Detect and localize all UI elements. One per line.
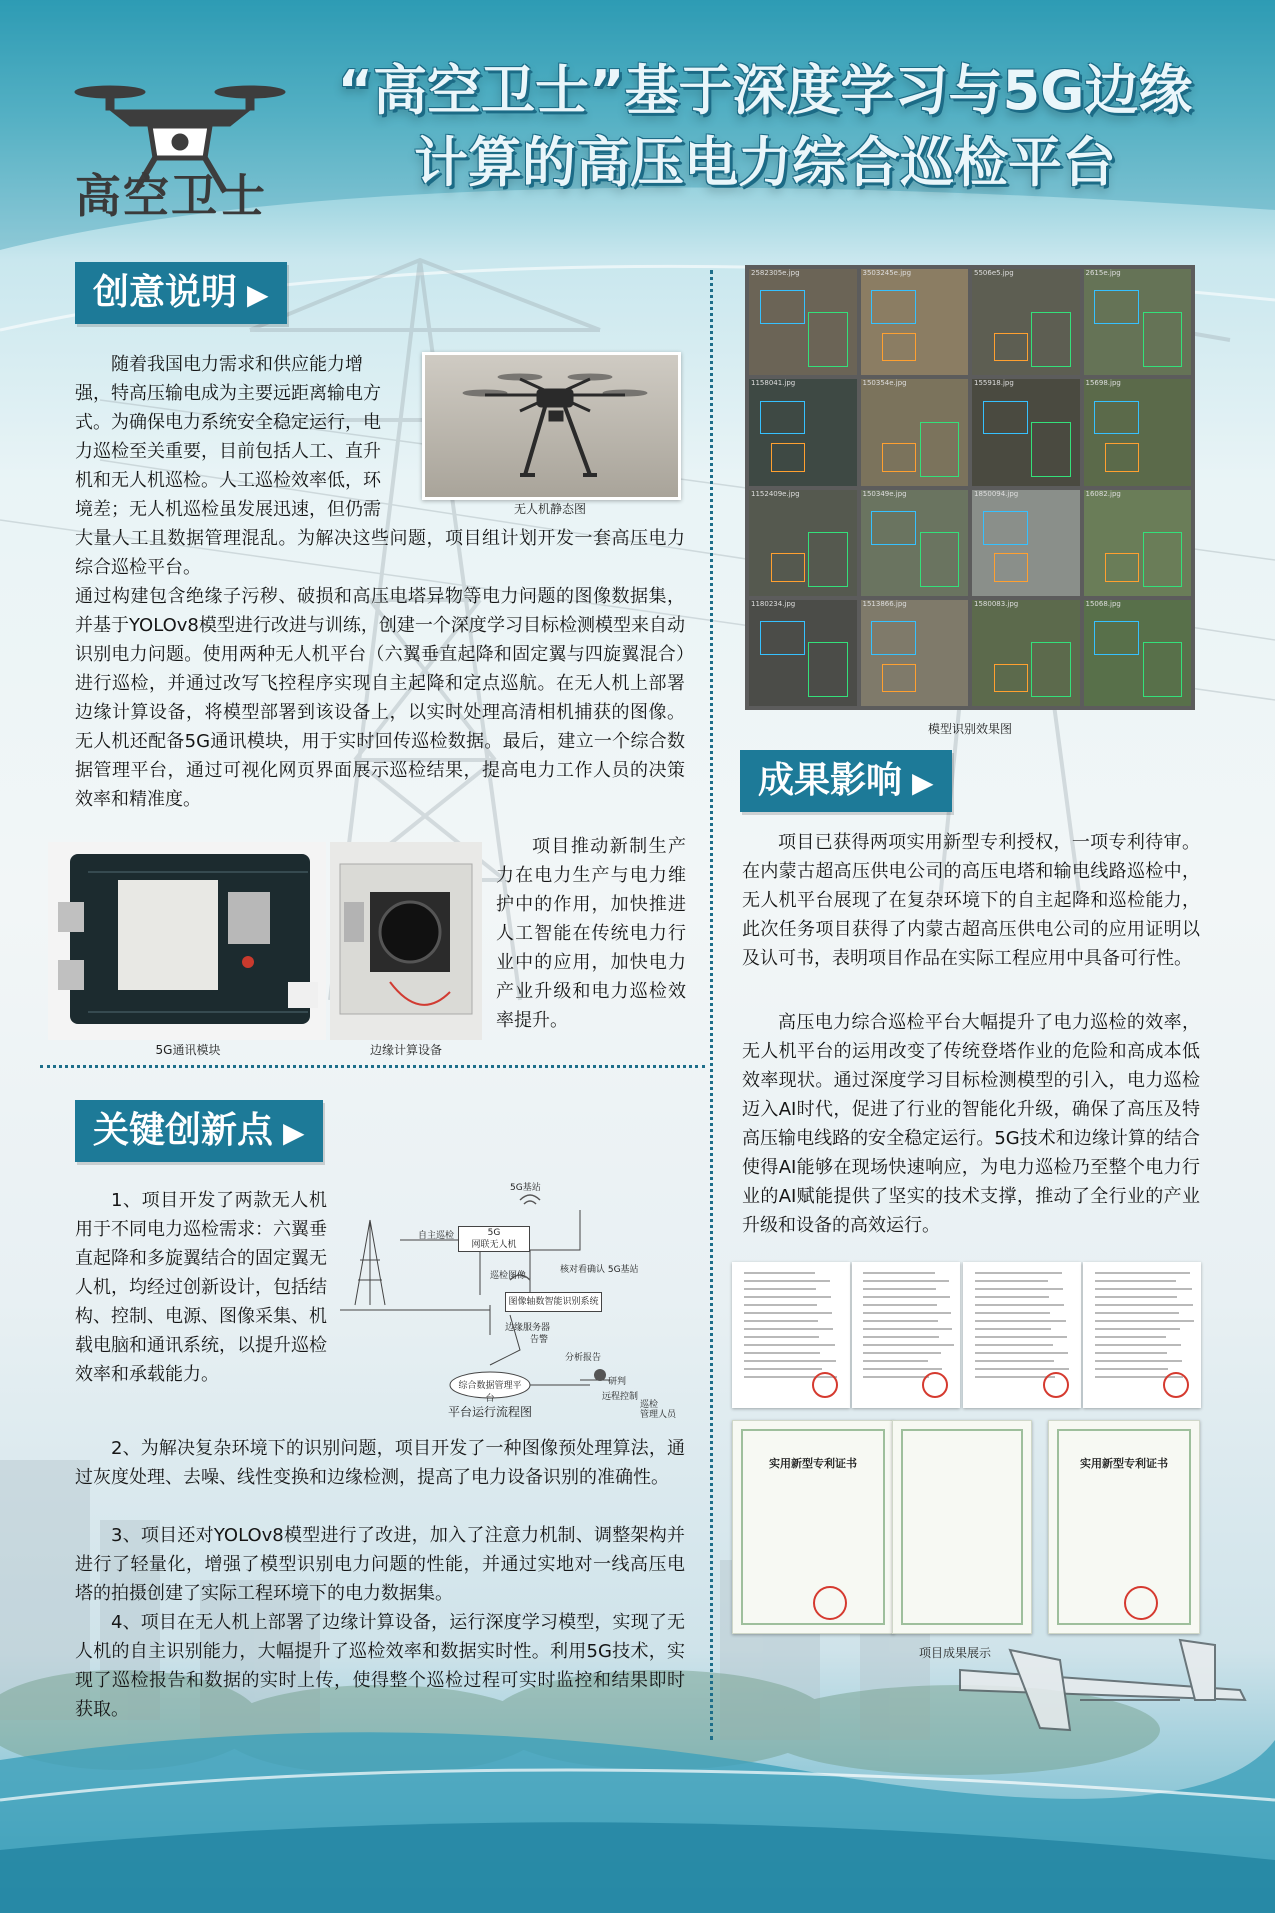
section-heading-innovation: 关键创新点 ▶ <box>75 1100 323 1162</box>
document-text-line <box>1095 1272 1191 1274</box>
document-text-line <box>863 1304 938 1306</box>
detection-cell <box>1084 269 1192 375</box>
detection-cell <box>749 600 857 706</box>
5g-module-photo <box>48 842 326 1040</box>
document-text-line <box>863 1328 953 1330</box>
detection-box <box>760 401 805 435</box>
document-text-line <box>744 1272 815 1274</box>
detection-box <box>1143 312 1183 367</box>
flow-label-staff: 巡检 管理人员 <box>640 1400 677 1420</box>
detection-box <box>983 401 1028 435</box>
detection-cell-filename: 15068.jpg <box>1085 599 1121 608</box>
document-text-line <box>975 1328 1052 1330</box>
section-heading-results: 成果影响 ▶ <box>740 750 952 812</box>
document-text-line <box>744 1368 822 1370</box>
drone-photo-caption: 无人机静态图 <box>513 502 586 516</box>
title-line-1: “高空卫士”基于深度学习与5G边缘 <box>337 59 1193 122</box>
flow-label-auto: 自主巡检 <box>418 1231 455 1241</box>
flow-label-platform: 综合数据管理平台 <box>458 1381 522 1404</box>
document-text-line <box>1095 1344 1181 1346</box>
document-text-line <box>863 1376 929 1378</box>
flow-label-report: 分析报告 <box>565 1353 602 1363</box>
detection-cell-filename: 155918.jpg <box>974 379 1014 388</box>
document-text-line <box>1095 1320 1194 1322</box>
document-text-line <box>975 1344 1053 1346</box>
document-text-line <box>863 1360 928 1362</box>
detection-cell <box>861 269 969 375</box>
certificate-border <box>901 1429 1023 1625</box>
document-text-line <box>863 1320 939 1322</box>
document-text-line <box>863 1288 936 1290</box>
document-text-line <box>975 1376 1055 1378</box>
flow-label-base: 5G基站 <box>510 1183 541 1193</box>
detection-cell <box>1084 600 1192 706</box>
document-text-line <box>863 1344 954 1346</box>
results-paragraph-1: 项目已获得两项实用新型专利授权，一项专利待审。在内蒙古超高压供电公司的高压电塔和输电线路巡检中，无人机平台展现了在复杂环境下的自主起降和巡检能力，此次任务项目获得了内蒙古超高压供电公司的应用证明以及认可书，表明项目作品在实际工程应用中具备可行性。 <box>742 832 1200 969</box>
edge-computer-icon <box>330 842 482 1040</box>
flow-label-alarm: 告警 <box>530 1335 549 1345</box>
idea-line: 境差；无人机巡检虽发展迅速，但仍需 <box>75 499 381 520</box>
idea-line: 机和无人机巡检。人工巡检效率低，环 <box>75 470 381 491</box>
document-text-line <box>975 1368 1069 1370</box>
detection-cell-filename: 150349e.jpg <box>862 489 907 498</box>
detection-box <box>1105 553 1139 582</box>
detection-box <box>760 621 805 655</box>
document-text-line <box>975 1288 1064 1290</box>
document-text-line <box>975 1272 1062 1274</box>
detection-cell <box>1084 379 1192 485</box>
certificate-title: 实用新型专利证书 <box>1080 1457 1168 1470</box>
detection-cell-filename: 1513866.jpg <box>862 599 907 608</box>
red-seal-icon <box>1124 1586 1158 1620</box>
detection-cell <box>972 490 1080 596</box>
detection-box <box>1094 621 1139 655</box>
flowchart-caption: 平台运行流程图 <box>447 1405 532 1419</box>
detection-cell-filename: 150354e.jpg <box>862 379 907 388</box>
document-text-line <box>744 1288 816 1290</box>
document-text-line <box>975 1352 1068 1354</box>
document-text-line <box>1095 1312 1179 1314</box>
document-text-line <box>744 1336 820 1338</box>
detection-box <box>760 290 805 324</box>
detection-box <box>994 553 1028 582</box>
document-text-line <box>744 1344 835 1346</box>
patent-certificate-2 <box>892 1420 1032 1634</box>
document-text-line <box>863 1280 949 1282</box>
detection-cell-filename: 2615e.jpg <box>1085 269 1121 277</box>
detection-box <box>771 443 805 472</box>
detection-cell <box>972 600 1080 706</box>
document-text-line <box>744 1328 834 1330</box>
detection-cell-filename: 3503245e.jpg <box>862 269 912 277</box>
detection-box <box>871 621 916 655</box>
document-text-line <box>1095 1352 1167 1354</box>
vertical-divider <box>710 270 713 1740</box>
idea-line: 力巡检至关重要，目前包括人工、直升 <box>75 441 381 462</box>
edge-device-caption: 边缘计算设备 <box>369 1043 442 1057</box>
document-text-line <box>975 1280 1048 1282</box>
detection-cell-filename: 1580083.jpg <box>974 599 1019 608</box>
detection-cell-filename: 16082.jpg <box>1085 489 1121 498</box>
detection-cell <box>749 269 857 375</box>
showcase-caption: 项目成果展示 <box>918 1646 991 1660</box>
detection-box <box>871 511 916 545</box>
detection-box <box>1143 642 1183 697</box>
5g-module-caption: 5G通讯模块 <box>155 1043 221 1057</box>
detection-cell <box>749 379 857 485</box>
flow-box-system: 图像轴数智能识别系统 <box>505 1292 602 1312</box>
patent-certificate-1 <box>732 1420 894 1634</box>
detection-box <box>1031 422 1071 477</box>
certificate-document <box>732 1262 850 1408</box>
detection-box <box>920 532 960 587</box>
detection-cell <box>972 269 1080 375</box>
triangle-right-icon: ▶ <box>283 1116 305 1149</box>
detection-cell <box>861 490 969 596</box>
detection-cell <box>861 600 969 706</box>
detection-box <box>994 664 1028 693</box>
document-text-line <box>744 1360 836 1362</box>
red-seal-icon <box>812 1372 838 1398</box>
idea-line: 随着我国电力需求和供应能力增 <box>111 354 363 375</box>
document-text-line <box>1095 1368 1168 1370</box>
results-paragraph-2: 高压电力综合巡检平台大幅提升了电力巡检的效率，无人机平台的运用改变了传统登塔作业的危险和高成本低效率现状。通过深度学习目标检测模型的引入，电力巡检迈入AI时代，促进了行业的智能化升级，确保了高压及特高压输电线路的安全稳定运行。5G技术和边缘计算的结合使得AI能够在现场快速响应，为电力巡检乃至整个电力行业的AI赋能提供了坚实的技术支撑，推动了全行业的产业升级和设备的高效运行。 <box>742 1012 1200 1236</box>
red-seal-icon <box>1163 1372 1189 1398</box>
detection-cell <box>749 490 857 596</box>
document-text-line <box>1095 1328 1180 1330</box>
document-text-line <box>863 1296 950 1298</box>
detection-box <box>1031 312 1071 367</box>
document-text-line <box>744 1320 818 1322</box>
document-text-line <box>863 1272 935 1274</box>
flow-label-img: 巡检图像 <box>490 1271 527 1281</box>
hexacopter-drone-icon <box>425 355 678 497</box>
certificate-document <box>852 1262 960 1408</box>
document-text-line <box>863 1336 940 1338</box>
detection-box <box>882 443 916 472</box>
document-text-line <box>1095 1296 1178 1298</box>
flow-label-study: 研判 <box>608 1377 627 1387</box>
innovation-point-1: 1、项目开发了两款无人机用于不同电力巡检需求：六翼垂直起降和多旋翼结合的固定翼无人机，均经过创新设计，包括结构、控制、电源、图像采集、机载电脑和通讯系统，以提升巡检效率和承载能力。 <box>75 1190 327 1385</box>
idea-line: 式。为确保电力系统安全稳定运行，电 <box>75 412 381 433</box>
document-text-line <box>1095 1304 1193 1306</box>
poster-title <box>300 55 1230 199</box>
detection-cell-filename: 1158041.jpg <box>751 379 796 388</box>
triangle-right-icon: ▶ <box>247 278 269 311</box>
detection-cell-filename: 15698.jpg <box>1085 379 1121 388</box>
document-text-line <box>863 1352 941 1354</box>
detection-box <box>1105 443 1139 472</box>
red-seal-icon <box>922 1372 948 1398</box>
detection-box <box>1094 290 1139 324</box>
document-text-line <box>744 1312 833 1314</box>
detection-box <box>771 553 805 582</box>
certificate-document <box>1083 1262 1201 1408</box>
document-text-line <box>863 1368 942 1370</box>
document-text-line <box>975 1312 1051 1314</box>
idea-paragraph-3: 项目推动新制生产力在电力生产与电力维护中的作用，加快推进人工智能在传统电力行业中的应用，加快电力产业升级和电力巡检效率提升。 <box>496 836 686 1031</box>
detection-box <box>808 532 848 587</box>
detection-box <box>808 642 848 697</box>
detection-box <box>882 664 916 693</box>
detection-cell-filename: 5506e5.jpg <box>974 269 1014 277</box>
detection-box <box>994 333 1028 362</box>
platform-flowchart <box>340 1180 685 1420</box>
flow-label-edge: 边缘服务器 <box>505 1323 551 1333</box>
flow-label-confirm: 核对看确认 5G基站 <box>560 1265 639 1275</box>
edge-device-photo <box>330 842 482 1040</box>
circuit-board-icon <box>48 842 326 1040</box>
detection-cell <box>1084 490 1192 596</box>
document-text-line <box>744 1280 830 1282</box>
logo-text: 高空卫士 <box>75 169 267 223</box>
document-text-line <box>975 1296 1049 1298</box>
detection-cell-filename: 2582305e.jpg <box>751 269 800 277</box>
detection-box <box>882 333 916 362</box>
document-text-line <box>975 1320 1066 1322</box>
detection-box <box>1031 642 1071 697</box>
detection-cell <box>861 379 969 485</box>
document-text-line <box>744 1304 817 1306</box>
idea-paragraph-1-lines <box>75 350 415 524</box>
certificate-document <box>963 1262 1081 1408</box>
detection-box <box>1094 401 1139 435</box>
title-line-2: 计算的高压电力综合巡检平台 <box>414 131 1116 194</box>
patent-certificate-3 <box>1048 1420 1200 1634</box>
detection-cell-filename: 1180234.jpg <box>751 599 796 608</box>
document-text-line <box>975 1336 1067 1338</box>
innovation-point-4: 4、项目在无人机上部署了边缘计算设备，运行深度学习模型，实现了无人机的自主识别能力，大幅提升了巡检效率和数据实时性。利用5G技术，实现了巡检报告和数据的实时上传，使得整个巡检过程可实时监控和结果即时获取。 <box>75 1612 685 1720</box>
detection-box <box>1143 532 1183 587</box>
document-text-line <box>1095 1336 1166 1338</box>
idea-paragraph-2: 通过构建包含绝缘子污秽、破损和高压电塔异物等电力问题的图像数据集，并基于YOLOv8模型进行改进与训练，创建一个深度学习目标检测模型来自动识别电力问题。使用两种无人机平台（六翼垂直起降和固定翼与四旋翼混合）进行巡检，并通过改写飞控程序实现自主起降和定点巡航。在无人机上部署边缘计算设备，将模型部署到该设备上，以实时处理高清相机捕获的图像。无人机还配备5G通讯模块，用于实时回传巡检数据。最后，建立一个综合数据管理平台，通过可视化网页界面展示巡检结果，提高电力工作人员的决策效率和精准度。 <box>75 586 685 810</box>
detection-box <box>920 422 960 477</box>
innovation-point-3: 3、项目还对YOLOv8模型进行了改进，加入了注意力机制、调整架构并进行了轻量化，增强了模型识别电力问题的性能，并通过实地对一线高压电塔的拍摄创建了实际工程环境下的电力数据集。 <box>75 1525 685 1604</box>
idea-line: 强，特高压输电成为主要远距离输电方 <box>75 383 381 404</box>
triangle-right-icon: ▶ <box>912 766 934 799</box>
document-text-line <box>1095 1280 1176 1282</box>
document-text-line <box>1095 1360 1182 1362</box>
document-text-line <box>975 1304 1065 1306</box>
section-heading-idea: 创意说明 ▶ <box>75 262 287 324</box>
document-text-line <box>863 1312 952 1314</box>
red-seal-icon <box>813 1586 847 1620</box>
detection-grid-caption: 模型识别效果图 <box>927 722 1012 736</box>
document-text-line <box>1095 1288 1192 1290</box>
document-text-line <box>975 1360 1054 1362</box>
document-text-line <box>744 1352 821 1354</box>
detection-cell <box>972 379 1080 485</box>
detection-result-grid <box>745 265 1195 710</box>
drone-photo <box>422 352 681 500</box>
detection-box <box>808 312 848 367</box>
flow-label-remote: 远程控制 <box>602 1392 639 1402</box>
detection-box <box>871 290 916 324</box>
detection-box <box>983 511 1028 545</box>
detection-cell-filename: 1850094.jpg <box>974 489 1019 498</box>
flow-box-drone: 5G 网联无人机 <box>458 1226 530 1252</box>
red-seal-icon <box>1043 1372 1069 1398</box>
idea-paragraph-1-tail: 大量人工且数据管理混乱。为解决这些问题，项目组计划开发一套高压电力综合巡检平台。 <box>75 528 685 578</box>
document-text-line <box>744 1296 831 1298</box>
certificate-title: 实用新型专利证书 <box>769 1457 857 1470</box>
innovation-point-2: 2、为解决复杂环境下的识别问题，项目开发了一种图像预处理算法，通过灰度处理、去噪、线性变换和边缘检测，提高了电力设备识别的准确性。 <box>75 1438 685 1488</box>
detection-cell-filename: 1152409e.jpg <box>751 489 800 498</box>
horizontal-divider <box>40 1065 705 1068</box>
